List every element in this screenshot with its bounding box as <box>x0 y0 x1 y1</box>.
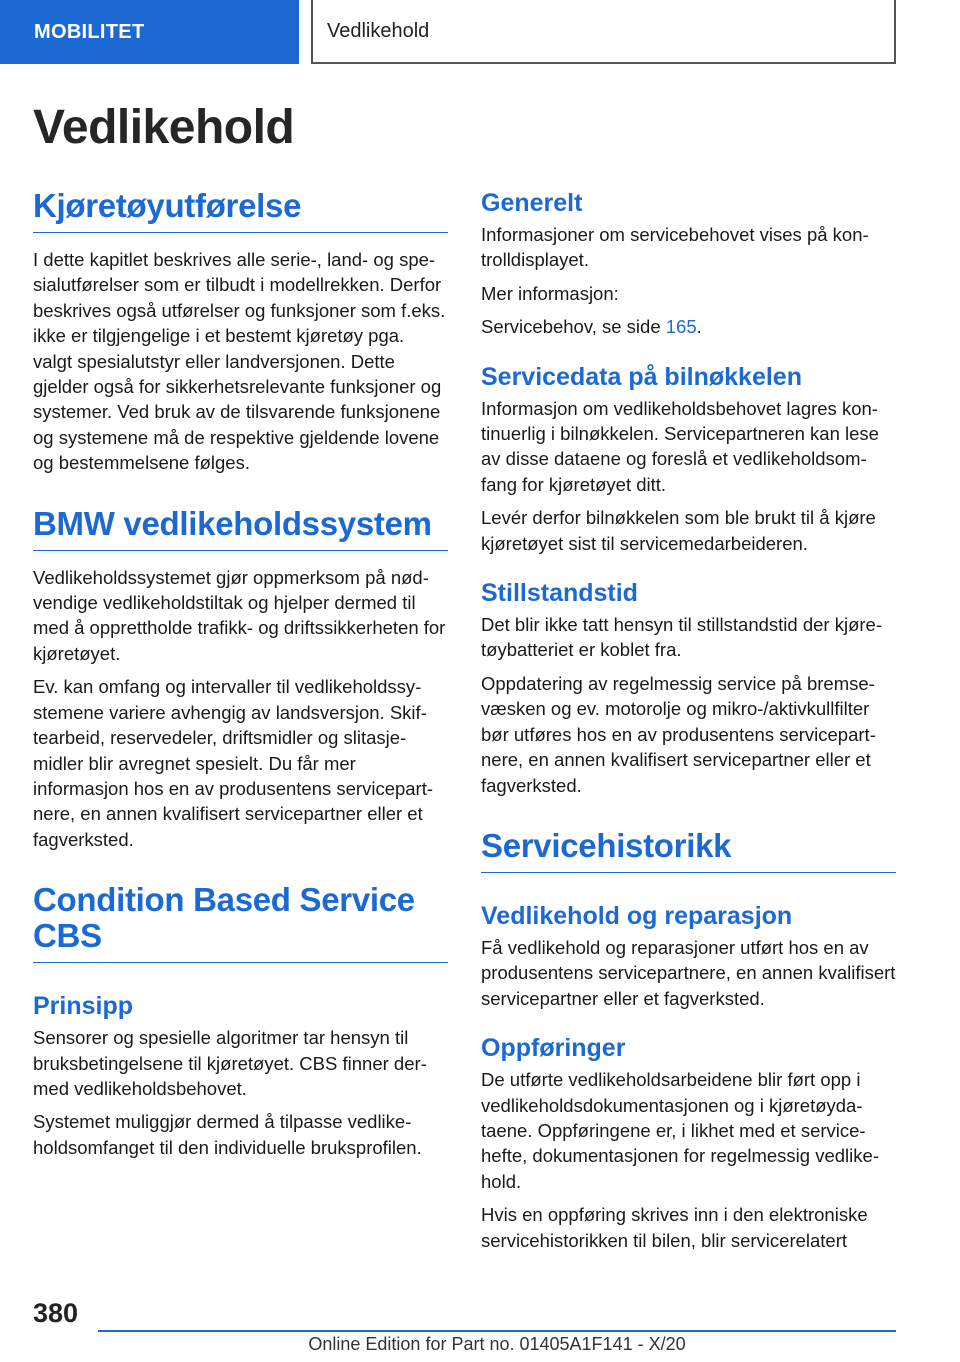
section-title-cbs: Condition Based Service CBS <box>33 882 448 963</box>
footer-edition: Online Edition for Part no. 01405A1F141 - X/20 <box>308 1334 686 1354</box>
section-title-kjoretoyutforelse: Kjøretøyutførelse <box>33 188 448 233</box>
page-number: 380 <box>33 1298 79 1328</box>
link-suffix: . <box>696 316 702 338</box>
paragraph: Informasjoner om servicebehovet vises på kontrolldisplayet. <box>481 224 869 271</box>
paragraph: Informasjon om vedlikeholdsbehovet lagres kontinuerlig i bilnøkkelen. Servicepartneren kan lese av disse dataene og foreslå et vedlikeholdsomfang for kjøretøyet ditt. <box>481 397 879 495</box>
link-prefix: Servicebehov, se side <box>481 316 666 338</box>
right-column <box>481 188 896 1261</box>
paragraph: Det blir ikke tatt hensyn til stillstandstid der kjøretøybatteriet er koblet fra. <box>481 614 882 661</box>
section-tab[interactable]: MOBILITET <box>0 0 299 64</box>
subsection-title-stillstandstid: Stillstandstid <box>481 579 638 608</box>
paragraph: Vedlikeholdssystemet gjør oppmerksom på nødvendige vedlikeholdstiltak og hjelper dermed til med å opprettholde trafikk- og driftssikkerheten for kjøretøyet. <box>33 566 446 664</box>
paragraph: Levér derfor bilnøkkelen som ble brukt til å kjøre kjøretøyet sist til servicemedarbeideren. <box>481 507 876 554</box>
paragraph: Oppdatering av regelmessig service på bremsevæsken og ev. motorolje og mikro-/aktivkullfilter bør utføres hos en av produsentens servicepartnere, en annen kvalifisert servicepartner eller et fagverksted. <box>481 672 876 796</box>
subsection-title-vedlikehold-reparasjon: Vedlikehold og reparasjon <box>481 901 793 930</box>
page-title: Vedlikehold <box>33 101 295 154</box>
footer-divider <box>98 1330 896 1332</box>
paragraph: Få vedlikehold og reparasjoner utført hos en av produsentens servicepartnere, en annen kvalifisert servicepartner eller et fagverksted. <box>481 936 896 1009</box>
left-column <box>33 188 448 1168</box>
section-title-servicehistorikk: Servicehistorikk <box>481 828 896 873</box>
subsection-title-prinsipp: Prinsipp <box>33 992 134 1021</box>
paragraph: De utførte vedlikeholdsarbeidene blir ført opp i vedlikeholdsdokumentasjonen og i kjøretøydataene. Oppføringene er, i likhet med et servicehefte, dokumentasjonen for regelmessig vedlikehold. <box>481 1069 879 1192</box>
section-title-bmw-vedlikeholdssystem: BMW vedlikeholdssystem <box>33 506 448 551</box>
chapter-header: Vedlikehold <box>311 0 896 64</box>
subsection-title-oppforinger: Oppføringer <box>481 1034 626 1063</box>
paragraph: Sensorer og spesielle algoritmer tar hensyn til bruksbetingelsene til kjøretøyet. CBS finner dermed vedlikeholdsbehovet. <box>33 1027 427 1099</box>
paragraph: Systemet muliggjør dermed å tilpasse vedlikeholdsomfanget til den individuelle bruksprofilen. <box>33 1111 422 1158</box>
paragraph: Mer informasjon: <box>481 282 619 304</box>
subsection-title-servicedata: Servicedata på bilnøkkelen <box>481 362 802 391</box>
paragraph: Hvis en oppføring skrives inn i den elektroniske servicehistorikken til bilen, blir servicerelatert <box>481 1204 868 1251</box>
paragraph-with-link <box>481 314 896 339</box>
paragraph: Ev. kan omfang og intervaller til vedlikeholdssystemene variere avhengig av landsversjon. Skiftearbeid, reservedeler, driftsmidler og slitasjemidler blir avregnet spesielt. Du får mer informasjon hos en av produsentens servicepartnere, en annen kvalifisert servicepartner eller et fagverksted. <box>33 676 434 850</box>
page-link[interactable]: 165 <box>665 316 697 338</box>
subsection-title-generelt: Generelt <box>481 189 583 217</box>
paragraph: I dette kapitlet beskrives alle serie-, land- og spesialutførelser som er tilbudt i modellrekken. Derfor beskrives også utførelser og funksjoner som f.eks. ikke er tilgjengelige i et bestemt kjøretøy pga. valgt spesialutstyr eller landversjonen. Dette gjelder også for sikkerhetsrelevante funksjoner og systemer. Ved bruk av de tilsvarende funksjonene og systemene må de respektive gjeldende lovene og bestemmelsene følges. <box>33 249 446 474</box>
